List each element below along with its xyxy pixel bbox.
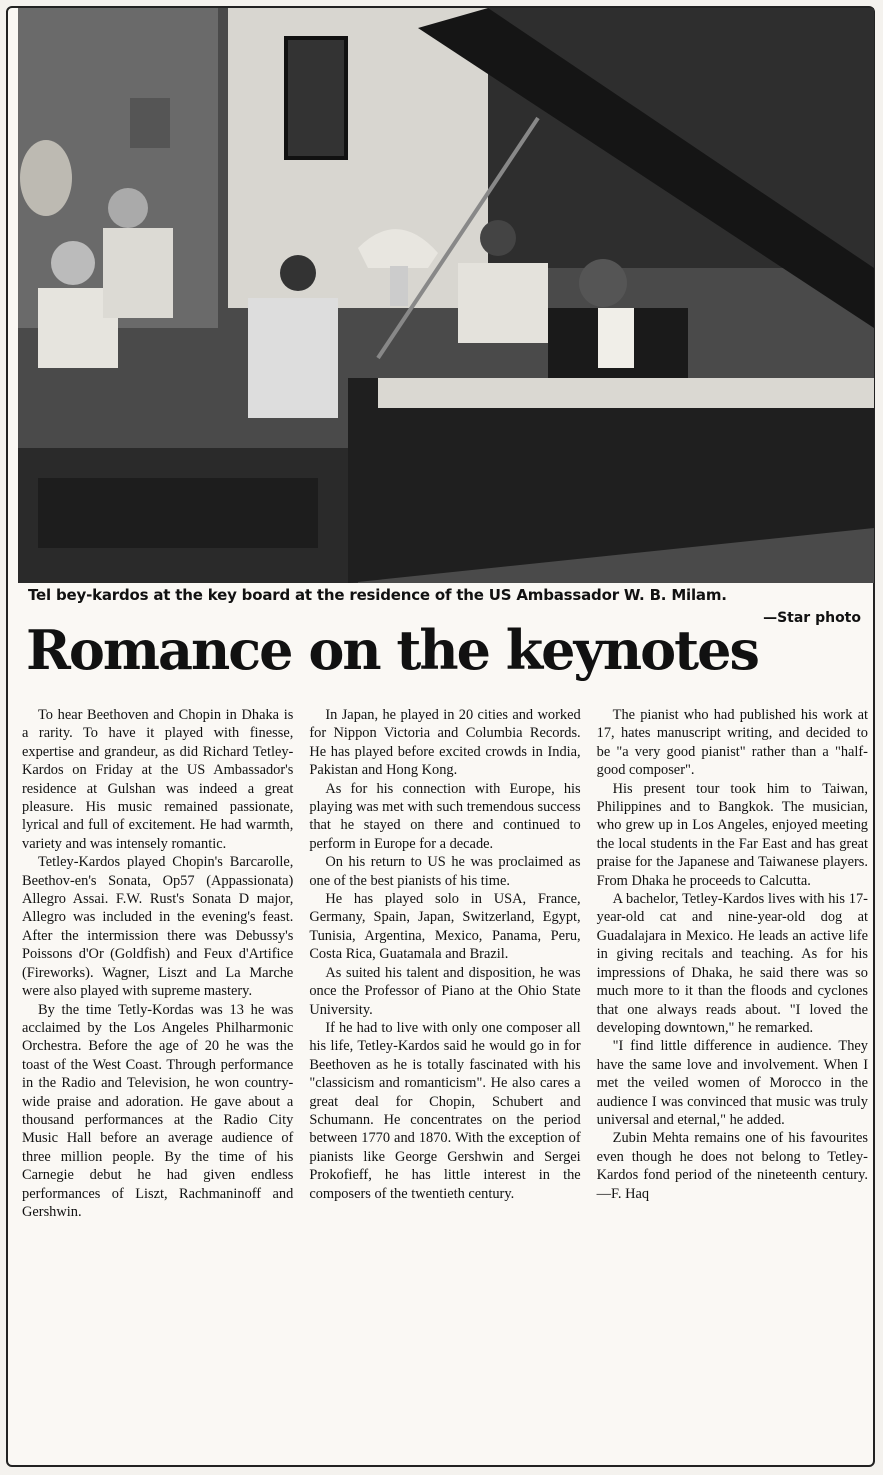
paragraph: His present tour took him to Taiwan, Philippines and to Bangkok. The musician, who grew up in Los Angeles, enjoyed meeting the local students in the Far East and has great praise for the Japanese and Taiwanese players. From Dhaka he proceeds to Calcutta.	[596, 780, 868, 889]
article-body	[22, 706, 868, 1466]
photo-caption: Tel bey-kardos at the key board at the residence of the US Ambassador W. B. Milam.	[28, 586, 727, 604]
paragraph: As for his connection with Europe, his playing was met with such tremendous success that he stayed on there and continued to perform in Europe for a decade.	[309, 780, 581, 852]
article-headline: Romance on the keynotes	[26, 618, 758, 682]
paragraph: A bachelor, Tetley-Kardos lives with his 17-year-old cat and nine-year-old dog at Guadalajara in Mexico. He leads an active life in giving recitals and teaching. As for his impressions of Dhaka, he said there was so much more to it than the floods and cyclones that one always reads about. "I loved the developing downtown," he remarked.	[596, 891, 868, 1036]
piano-recital-photo-icon	[18, 8, 874, 583]
paragraph: As suited his talent and disposition, he was once the Professor of Piano at the Ohio State University.	[309, 964, 581, 1018]
article-column-3	[597, 706, 868, 1466]
paragraph: Zubin Mehta remains one of his favourites even though he does not belong to Tetley-Kardos fond period of the nineteenth century. —F. Haq	[596, 1130, 868, 1202]
paragraph: If he had to live with only one composer all his life, Tetley-Kardos said he would go in for Beethoven as he is totally fascinated with his "classicism and romanticism". He also cares a great deal for Chopin, Schubert and Schumann. He concentrates on the period between 1770 and 1870. With the exception of pianists like George Gershwin and Sergei Prokofieff, he has little interest in the composers of the twentieth century.	[309, 1019, 581, 1202]
photo-credit: —Star photo	[763, 610, 861, 626]
paragraph: In Japan, he played in 20 cities and worked for Nippon Victoria and Columbia Records. He has played before excited crowds in India, Pakistan and Hong Kong.	[309, 707, 581, 779]
paragraph: To hear Beethoven and Chopin in Dhaka is a rarity. To have it played with finesse, expertise and grandeur, as did Richard Tetley-Kardos on Friday at the US Ambassador's residence at Gulshan was indeed a great pleasure. His music remained passionate, lyrical and full of excitement. He had warmth, variety and was intensely romantic.	[22, 707, 294, 852]
paragraph: By the time Tetly-Kordas was 13 he was acclaimed by the Los Angeles Philharmonic Orchestra. Before the age of 20 he was the toast of the West Coast. Through performance in the Radio and Television, he won country-wide praise and adoration. He gave about a thousand performances at the Radio City Music Hall before an average audience of three million people. By the time of his Carnegie debut he had given endless performances of Liszt, Rachmaninoff and Gershwin.	[22, 1001, 294, 1220]
article-column-1	[22, 706, 293, 1466]
article-column-2	[309, 706, 580, 1466]
paragraph: On his return to US he was proclaimed as one of the best pianists of his time.	[309, 854, 581, 889]
recital-photo	[18, 8, 874, 583]
paragraph: "I find little difference in audience. They have the same love and involvement. When I met the veiled women of Morocco in the audience I was convinced that music was truly universal and eternal," he added.	[596, 1038, 868, 1128]
paragraph: The pianist who had published his work at 17, hates manuscript writing, and decided to be "a very good pianist" rather than a "half-good composer".	[596, 707, 868, 779]
paragraph: He has played solo in USA, France, Germany, Spain, Japan, Switzerland, Egypt, Tunisia, Argentina, Mexico, Panama, Peru, Costa Rica, Guatamala and Brazil.	[309, 891, 581, 963]
paragraph: Tetley-Kardos played Chopin's Barcarolle, Beethov-en's Sonata, Op57 (Appassionata) Allegro Assai. F.W. Rust's Sonata D major, Allegro was included in the evening's feast. After the intermission there was Debussy's Poissons d'Or (Goldfish) and Feux d'Artifice (Fireworks). Wagner, Liszt and La Marche were also played with supreme mastery.	[22, 854, 294, 1000]
